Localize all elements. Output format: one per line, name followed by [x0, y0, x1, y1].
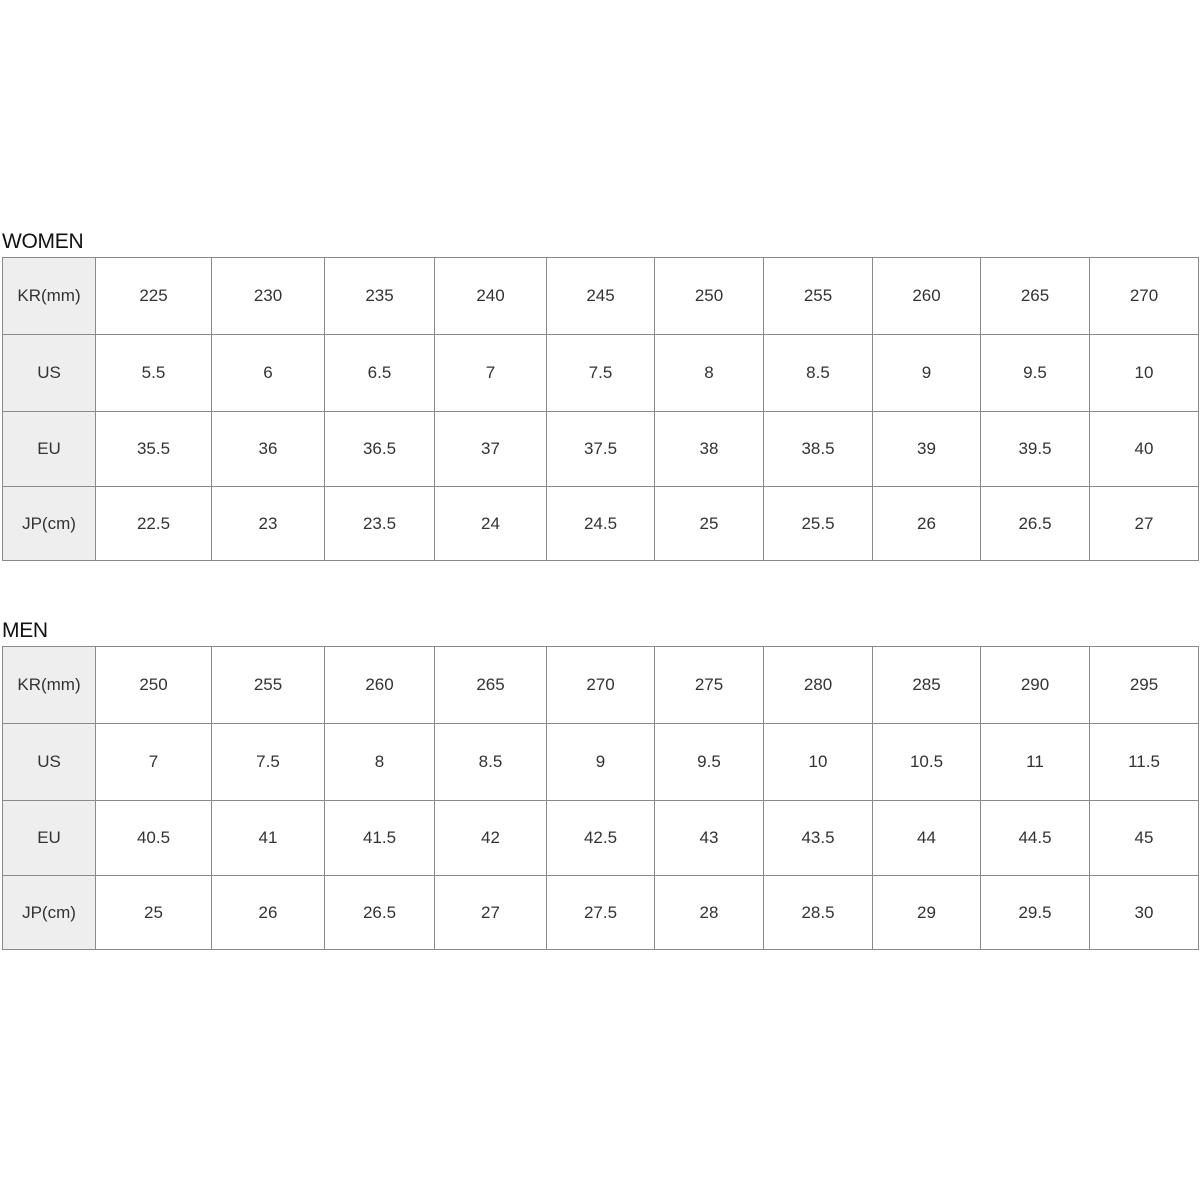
table-row [3, 258, 1199, 335]
row-label: US [3, 335, 96, 412]
size-cell: 9 [873, 335, 981, 412]
women-size-table [2, 257, 1199, 561]
women-size-section [2, 229, 1198, 561]
size-cell: 26 [212, 876, 325, 950]
size-cell: 36.5 [325, 412, 435, 487]
size-cell: 9 [547, 724, 655, 801]
size-cell: 275 [655, 647, 764, 724]
table-row [3, 335, 1199, 412]
size-cell: 37 [435, 412, 547, 487]
size-cell: 6.5 [325, 335, 435, 412]
size-cell: 41 [212, 801, 325, 876]
size-cell: 10.5 [873, 724, 981, 801]
size-cell: 8.5 [764, 335, 873, 412]
size-cell: 40 [1090, 412, 1199, 487]
size-cell: 295 [1090, 647, 1199, 724]
size-cell: 29 [873, 876, 981, 950]
size-cell: 27 [1090, 487, 1199, 561]
row-label: EU [3, 412, 96, 487]
size-cell: 26 [873, 487, 981, 561]
size-cell: 7.5 [547, 335, 655, 412]
size-cell: 6 [212, 335, 325, 412]
size-cell: 10 [1090, 335, 1199, 412]
size-cell: 24 [435, 487, 547, 561]
size-cell: 38 [655, 412, 764, 487]
size-cell: 270 [1090, 258, 1199, 335]
size-cell: 42 [435, 801, 547, 876]
size-cell: 39.5 [981, 412, 1090, 487]
size-cell: 45 [1090, 801, 1199, 876]
size-cell: 42.5 [547, 801, 655, 876]
size-cell: 250 [655, 258, 764, 335]
size-cell: 245 [547, 258, 655, 335]
size-cell: 22.5 [96, 487, 212, 561]
size-cell: 280 [764, 647, 873, 724]
size-cell: 26.5 [325, 876, 435, 950]
size-cell: 39 [873, 412, 981, 487]
size-cell: 230 [212, 258, 325, 335]
size-cell: 43.5 [764, 801, 873, 876]
size-cell: 225 [96, 258, 212, 335]
table-row [3, 801, 1199, 876]
size-cell: 240 [435, 258, 547, 335]
size-cell: 9.5 [981, 335, 1090, 412]
size-cell: 11.5 [1090, 724, 1199, 801]
size-cell: 27.5 [547, 876, 655, 950]
size-cell: 250 [96, 647, 212, 724]
size-cell: 38.5 [764, 412, 873, 487]
table-row [3, 876, 1199, 950]
men-size-table [2, 646, 1199, 950]
size-cell: 8.5 [435, 724, 547, 801]
size-cell: 25.5 [764, 487, 873, 561]
size-cell: 5.5 [96, 335, 212, 412]
size-cell: 7 [435, 335, 547, 412]
women-section-title: WOMEN [2, 230, 84, 253]
size-cell: 36 [212, 412, 325, 487]
men-section-title: MEN [2, 619, 48, 642]
size-cell: 265 [435, 647, 547, 724]
row-label: JP(cm) [3, 487, 96, 561]
size-cell: 260 [873, 258, 981, 335]
row-label: EU [3, 801, 96, 876]
size-cell: 8 [325, 724, 435, 801]
size-cell: 43 [655, 801, 764, 876]
size-cell: 7 [96, 724, 212, 801]
row-label: JP(cm) [3, 876, 96, 950]
size-cell: 26.5 [981, 487, 1090, 561]
size-cell: 270 [547, 647, 655, 724]
men-size-section [2, 618, 1198, 950]
size-cell: 28.5 [764, 876, 873, 950]
size-cell: 10 [764, 724, 873, 801]
size-cell: 29.5 [981, 876, 1090, 950]
size-cell: 8 [655, 335, 764, 412]
size-cell: 290 [981, 647, 1090, 724]
table-row [3, 487, 1199, 561]
size-cell: 255 [212, 647, 325, 724]
size-cell: 235 [325, 258, 435, 335]
size-cell: 44 [873, 801, 981, 876]
size-cell: 37.5 [547, 412, 655, 487]
size-cell: 285 [873, 647, 981, 724]
size-cell: 23.5 [325, 487, 435, 561]
size-cell: 7.5 [212, 724, 325, 801]
size-cell: 265 [981, 258, 1090, 335]
size-cell: 41.5 [325, 801, 435, 876]
size-cell: 44.5 [981, 801, 1090, 876]
size-cell: 35.5 [96, 412, 212, 487]
size-cell: 255 [764, 258, 873, 335]
row-label: US [3, 724, 96, 801]
size-cell: 11 [981, 724, 1090, 801]
size-cell: 28 [655, 876, 764, 950]
size-cell: 30 [1090, 876, 1199, 950]
size-cell: 24.5 [547, 487, 655, 561]
size-cell: 40.5 [96, 801, 212, 876]
size-cell: 23 [212, 487, 325, 561]
table-row [3, 647, 1199, 724]
size-cell: 25 [655, 487, 764, 561]
size-cell: 9.5 [655, 724, 764, 801]
size-cell: 260 [325, 647, 435, 724]
row-label: KR(mm) [3, 258, 96, 335]
table-row [3, 724, 1199, 801]
table-row [3, 412, 1199, 487]
size-cell: 25 [96, 876, 212, 950]
size-cell: 27 [435, 876, 547, 950]
row-label: KR(mm) [3, 647, 96, 724]
